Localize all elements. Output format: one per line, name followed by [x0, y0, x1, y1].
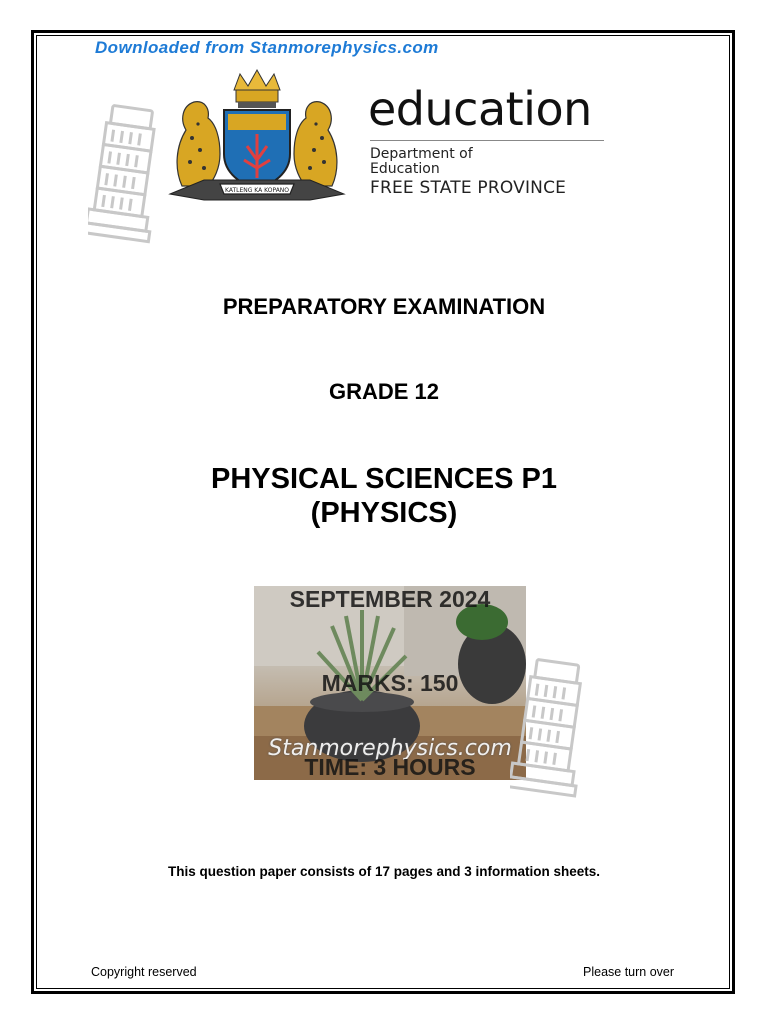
education-wordmark: education	[368, 82, 592, 136]
province-name: FREE STATE PROVINCE	[370, 178, 567, 198]
leaning-tower-icon	[510, 654, 592, 800]
coat-of-arms-logo	[164, 68, 350, 208]
footer-copyright: Copyright reserved	[91, 965, 197, 979]
brand-wordmark	[368, 84, 592, 134]
department-line-1: Department of	[370, 146, 473, 162]
brand-divider	[370, 140, 604, 141]
exam-details	[254, 586, 526, 780]
exam-type: PREPARATORY EXAMINATION	[222, 294, 546, 319]
photo-watermark: Stanmorephysics.com	[268, 736, 512, 761]
exam-date: SEPTEMBER 2024	[289, 586, 491, 612]
department-line-2: Education	[370, 161, 440, 177]
crest-motto: KATLENG KA KOPANO	[224, 187, 290, 194]
paper-info-note: This question paper consists of 17 pages and 3 information sheets.	[167, 864, 601, 879]
subject-line-1: PHYSICAL SCIENCES P1	[211, 463, 557, 495]
exam-time: TIME: 3 HOURS	[304, 754, 476, 780]
department-name	[370, 147, 473, 177]
download-watermark[interactable]: Downloaded from Stanmorephysics.com	[95, 38, 439, 57]
exam-marks: MARKS: 150	[321, 670, 459, 696]
grade-label: GRADE 12	[328, 379, 440, 404]
footer-turn-over: Please turn over	[583, 965, 675, 979]
leaning-tower-icon	[88, 98, 166, 244]
subject-title	[0, 462, 768, 530]
subject-line-2: (PHYSICS)	[310, 497, 458, 529]
